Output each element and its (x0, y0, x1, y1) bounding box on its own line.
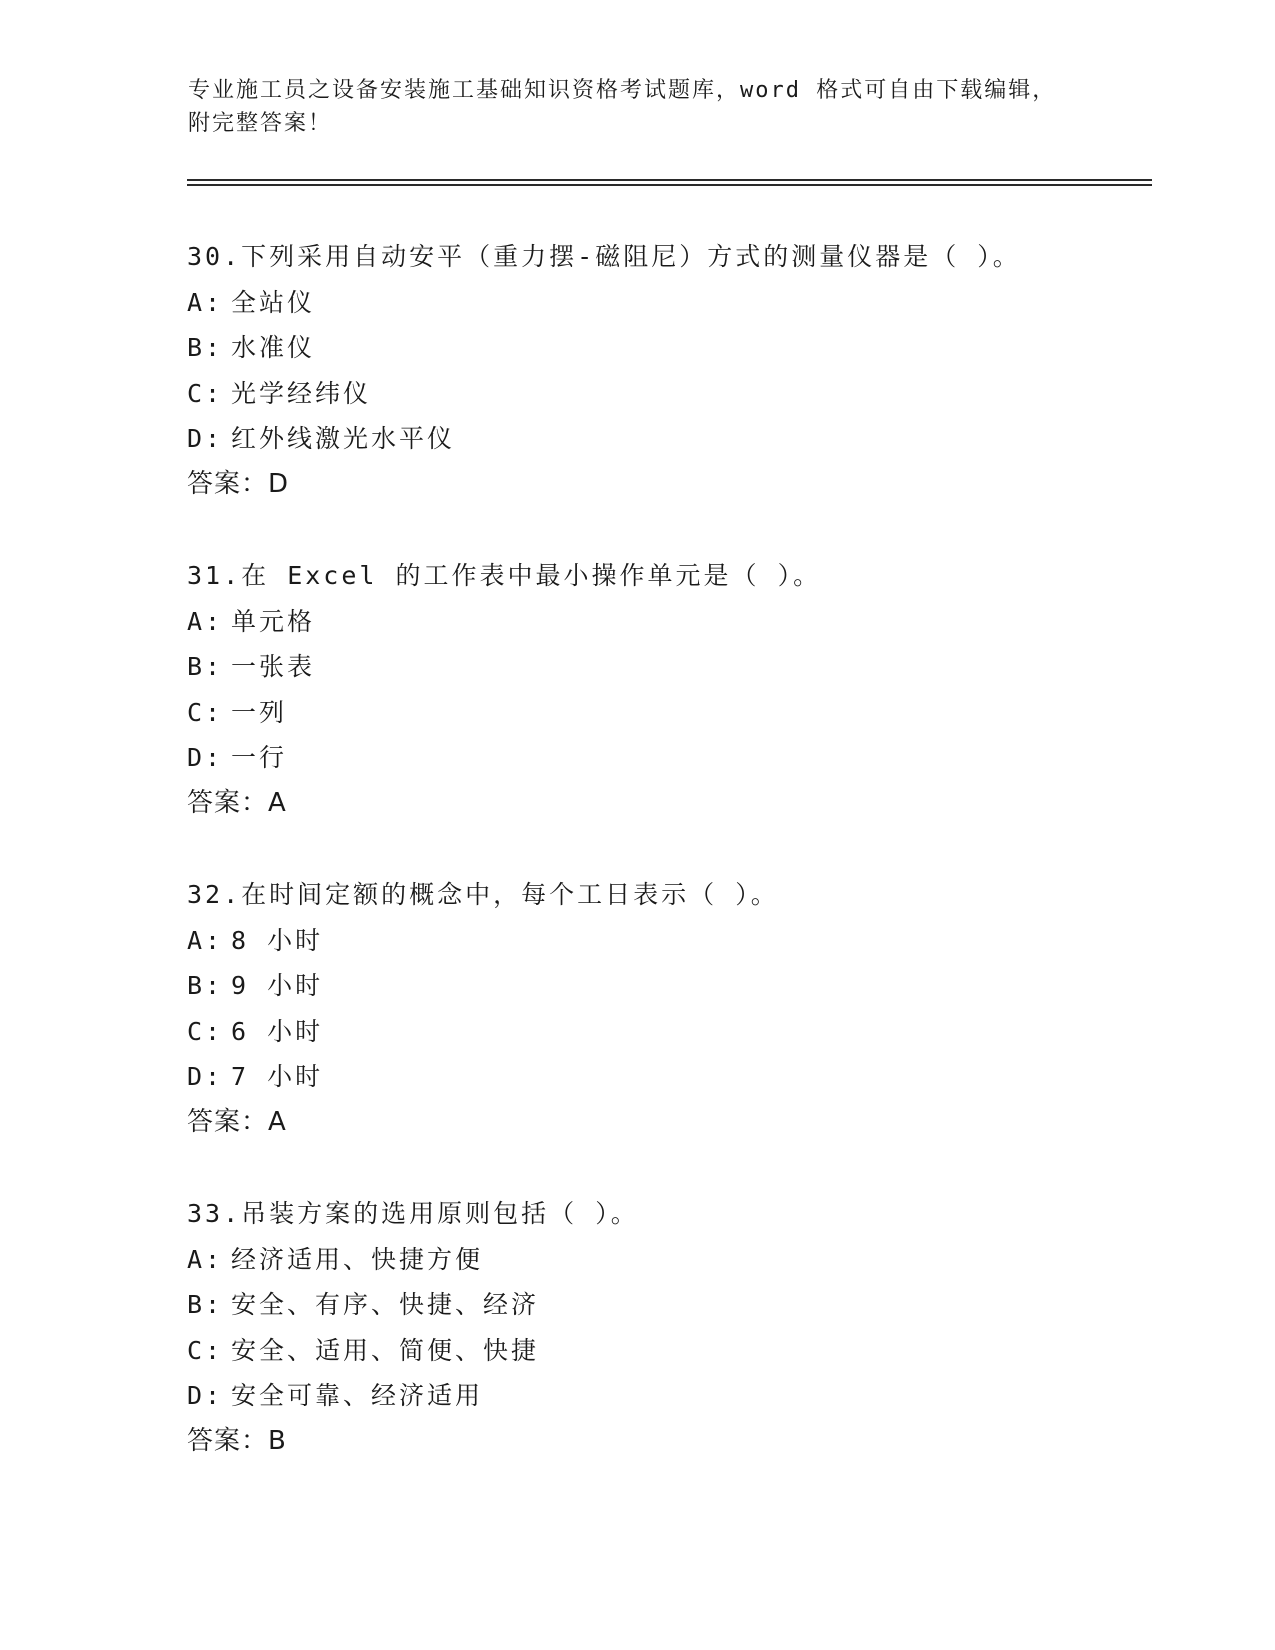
question-stem: 31.在 Excel 的工作表中最小操作单元是（ ）。 (187, 561, 822, 590)
question-33 (187, 1191, 1127, 1465)
option-text: 红外线激光水平仪 (231, 424, 456, 454)
option-letter: A: (187, 1244, 224, 1274)
option-letter: D: (187, 424, 224, 454)
option-d (187, 735, 1127, 781)
option-b (187, 963, 1127, 1009)
option-letter: D: (187, 1381, 224, 1411)
answer: 答案：D (187, 468, 290, 499)
option-letter: A: (187, 287, 224, 317)
option-d (187, 1054, 1127, 1100)
document-header (188, 74, 1088, 140)
answer: 答案：A (187, 787, 287, 818)
answer: 答案：B (187, 1425, 287, 1456)
question-31 (187, 553, 1127, 827)
option-text: 全站仪 (231, 287, 316, 317)
question-stem: 32.在时间定额的概念中，每个工日表示（ ）。 (187, 880, 779, 909)
option-text: 6 小时 (231, 1016, 324, 1046)
question-30 (187, 234, 1127, 508)
answer: 答案：A (187, 1106, 287, 1137)
option-text: 水准仪 (231, 333, 316, 363)
option-c (187, 690, 1127, 736)
option-letter: B: (187, 971, 224, 1001)
question-stem: 33.吊装方案的选用原则包括（ ）。 (187, 1199, 639, 1228)
option-b (187, 325, 1127, 371)
option-b (187, 644, 1127, 690)
option-text: 9 小时 (231, 971, 324, 1001)
option-letter: C: (187, 697, 224, 727)
option-text: 一行 (231, 743, 288, 773)
option-letter: C: (187, 378, 224, 408)
option-b (187, 1282, 1127, 1328)
option-text: 光学经纬仪 (231, 378, 372, 408)
option-c (187, 371, 1127, 417)
option-a (187, 918, 1127, 964)
option-text: 安全、适用、简便、快捷 (231, 1335, 540, 1365)
option-text: 8 小时 (231, 925, 324, 955)
option-a (187, 1237, 1127, 1283)
option-letter: D: (187, 1062, 224, 1092)
option-letter: B: (187, 333, 224, 363)
option-letter: C: (187, 1335, 224, 1365)
option-c (187, 1009, 1127, 1055)
option-text: 安全、有序、快捷、经济 (231, 1290, 540, 1320)
header-line-1: 专业施工员之设备安装施工基础知识资格考试题库，word 格式可自由下载编辑， (188, 78, 1057, 103)
option-c (187, 1328, 1127, 1374)
option-text: 7 小时 (231, 1062, 324, 1092)
option-letter: A: (187, 925, 224, 955)
header-line-2: 附完整答案！ (188, 111, 333, 136)
header-divider-top (187, 179, 1152, 181)
question-32 (187, 872, 1127, 1146)
option-d (187, 416, 1127, 462)
option-letter: A: (187, 606, 224, 636)
question-stem: 30.下列采用自动安平（重力摆-磁阻尼）方式的测量仪器是（ ）。 (187, 242, 1021, 271)
option-a (187, 599, 1127, 645)
option-letter: B: (187, 1290, 224, 1320)
option-a (187, 280, 1127, 326)
option-text: 一列 (231, 697, 288, 727)
option-text: 一张表 (231, 652, 316, 682)
option-text: 单元格 (231, 606, 316, 636)
option-letter: C: (187, 1016, 224, 1046)
option-text: 经济适用、快捷方便 (231, 1244, 484, 1274)
header-divider-bottom (187, 184, 1152, 186)
option-d (187, 1373, 1127, 1419)
option-letter: D: (187, 743, 224, 773)
option-letter: B: (187, 652, 224, 682)
option-text: 安全可靠、经济适用 (231, 1381, 484, 1411)
